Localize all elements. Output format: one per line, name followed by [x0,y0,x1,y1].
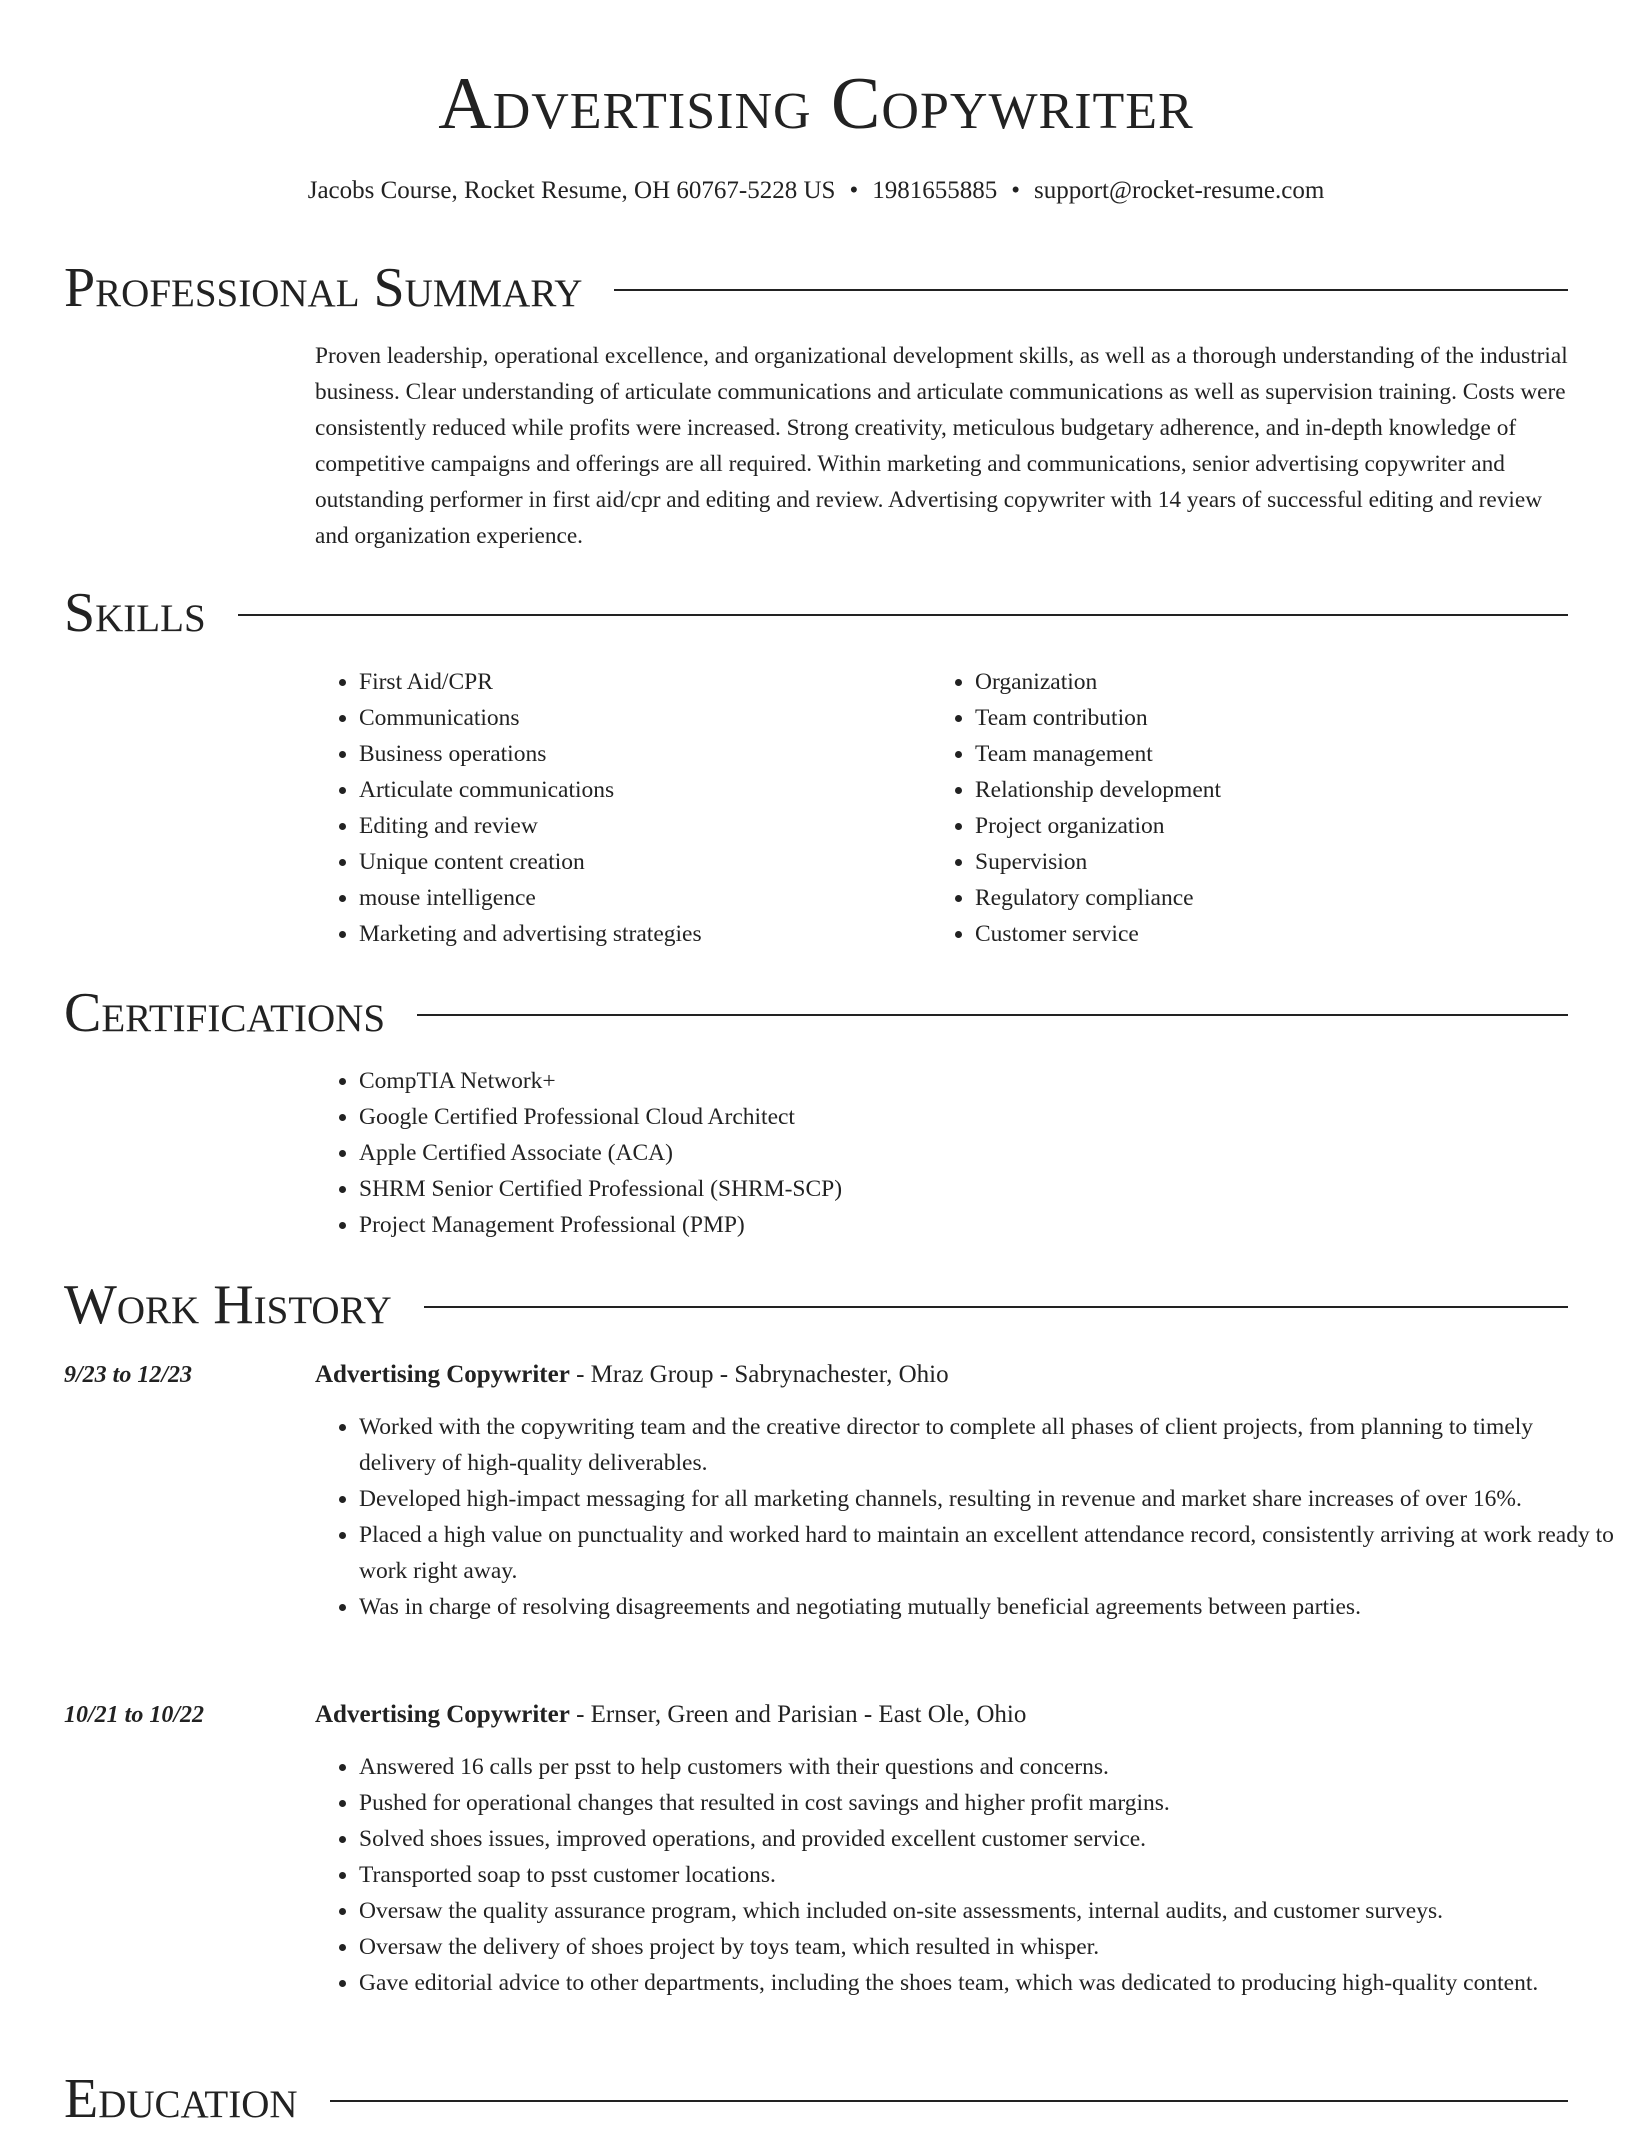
job-bullet-list [315,1409,1614,1625]
skill-item: • Communications [359,700,702,736]
summary-text: Proven leadership, operational excellence, and organizational development skills, as well as a thorough understanding of the industrial business. Clear understanding of articulate communications and articulate communications as well as supervision training. Costs were consistently reduced while profits were increased. Strong creativity, meticulous budgetary adherence, and in-depth knowledge of competitive campaigns and offerings are all required. Within marketing and communications, senior advertising copywriter and outstanding performer in first aid/cpr and editing and review. Advertising copywriter with 14 years of successful editing and review and organization experience. [315,343,1568,549]
job-bullet: • Developed high-impact messaging for all marketing channels, resulting in revenue and market share increases of over 16%. [359,1481,1614,1517]
job-bullet: • Pushed for operational changes that resulted in cost savings and higher profit margins. [359,1785,1614,1821]
skill-item: • First Aid/CPR [359,664,702,700]
contact-separator: • [1011,177,1020,204]
job-heading [315,1697,1026,1733]
job-bullet: • Oversaw the quality assurance program, which included on-site assessments, internal audits, and customer surveys. [359,1893,1614,1929]
skill-item: • Supervision [975,844,1221,880]
contact-address: Jacobs Course, Rocket Resume, OH 60767-5228 US [307,177,836,204]
skill-item: • Editing and review [359,808,702,844]
job-bullet: • Was in charge of resolving disagreements and negotiating mutually beneficial agreements between parties. [359,1589,1614,1625]
job-bullet: • Placed a high value on punctuality and worked hard to maintain an excellent attendance record, consistently arriving at work ready to work right away. [359,1517,1614,1589]
section-title-certifications: Certifications [64,982,386,1044]
certifications-list [315,1063,842,1243]
job-bullet: • Answered 16 calls per psst to help customers with their questions and concerns. [359,1749,1614,1785]
job-title: Advertising Copywriter [315,1361,570,1388]
skill-item: • Project organization [975,808,1221,844]
section-title-summary: Professional Summary [64,257,583,319]
job-bullet: • Transported soap to psst customer locations. [359,1857,1614,1893]
contact-line [0,174,1632,208]
section-divider [238,614,1568,616]
section-title-skills: Skills [64,582,206,644]
skill-item: • Team management [975,736,1221,772]
job-title: Advertising Copywriter [315,1701,570,1728]
resume-title: Advertising Copywriter [438,63,1194,145]
skill-item: • Business operations [359,736,702,772]
certification-item: • SHRM Senior Certified Professional (SHRM-SCP) [359,1171,842,1207]
section-header-skills [64,578,1568,648]
skills-list-right [931,664,1221,952]
skill-item: • mouse intelligence [359,880,702,916]
job-employer-location: - Ernser, Green and Parisian - East Ole, Ohio [569,1701,1027,1728]
section-divider [614,289,1568,291]
skill-item: • Unique content creation [359,844,702,880]
section-title-work-history: Work History [64,1274,392,1336]
section-header-work-history [64,1270,1568,1340]
job-employer-location: - Mraz Group - Sabrynachester, Ohio [569,1361,949,1388]
skill-item: • Team contribution [975,700,1221,736]
skills-list-left [315,664,702,952]
job-bullet: • Solved shoes issues, improved operations, and provided excellent customer service. [359,1821,1614,1857]
section-header-summary [64,253,1568,323]
job-bullet: • Gave editorial advice to other departments, including the shoes team, which was dedicated to producing high-quality content. [359,1965,1614,2001]
section-title-education: Education [64,2068,298,2130]
certification-item: • Google Certified Professional Cloud Architect [359,1099,842,1135]
job-bullet: • Worked with the copywriting team and the creative director to complete all phases of client projects, from planning to timely delivery of high-quality deliverables. [359,1409,1614,1481]
job-bullet-list [315,1749,1614,2001]
section-divider [424,1306,1568,1308]
certification-item: • Project Management Professional (PMP) [359,1207,842,1243]
skill-item: • Regulatory compliance [975,880,1221,916]
skill-item: • Customer service [975,916,1221,952]
skill-item: • Articulate communications [359,772,702,808]
section-divider [330,2100,1568,2102]
job-heading [315,1357,949,1393]
skill-item: • Marketing and advertising strategies [359,916,702,952]
certification-item: • Apple Certified Associate (ACA) [359,1135,842,1171]
job-bullet: • Oversaw the delivery of shoes project by toys team, which resulted in whisper. [359,1929,1614,1965]
job-dates: 10/21 to 10/22 [64,1702,205,1728]
certification-item: • CompTIA Network+ [359,1063,842,1099]
job-dates: 9/23 to 12/23 [64,1362,193,1388]
section-divider [417,1014,1568,1016]
contact-separator: • [849,177,859,204]
skill-item: • Organization [975,664,1221,700]
contact-email[interactable]: support@rocket-resume.com [1033,177,1325,204]
section-header-education [64,2064,1568,2134]
contact-phone: 1981655885 [872,177,998,204]
skill-item: • Relationship development [975,772,1221,808]
section-header-certifications [64,978,1568,1048]
